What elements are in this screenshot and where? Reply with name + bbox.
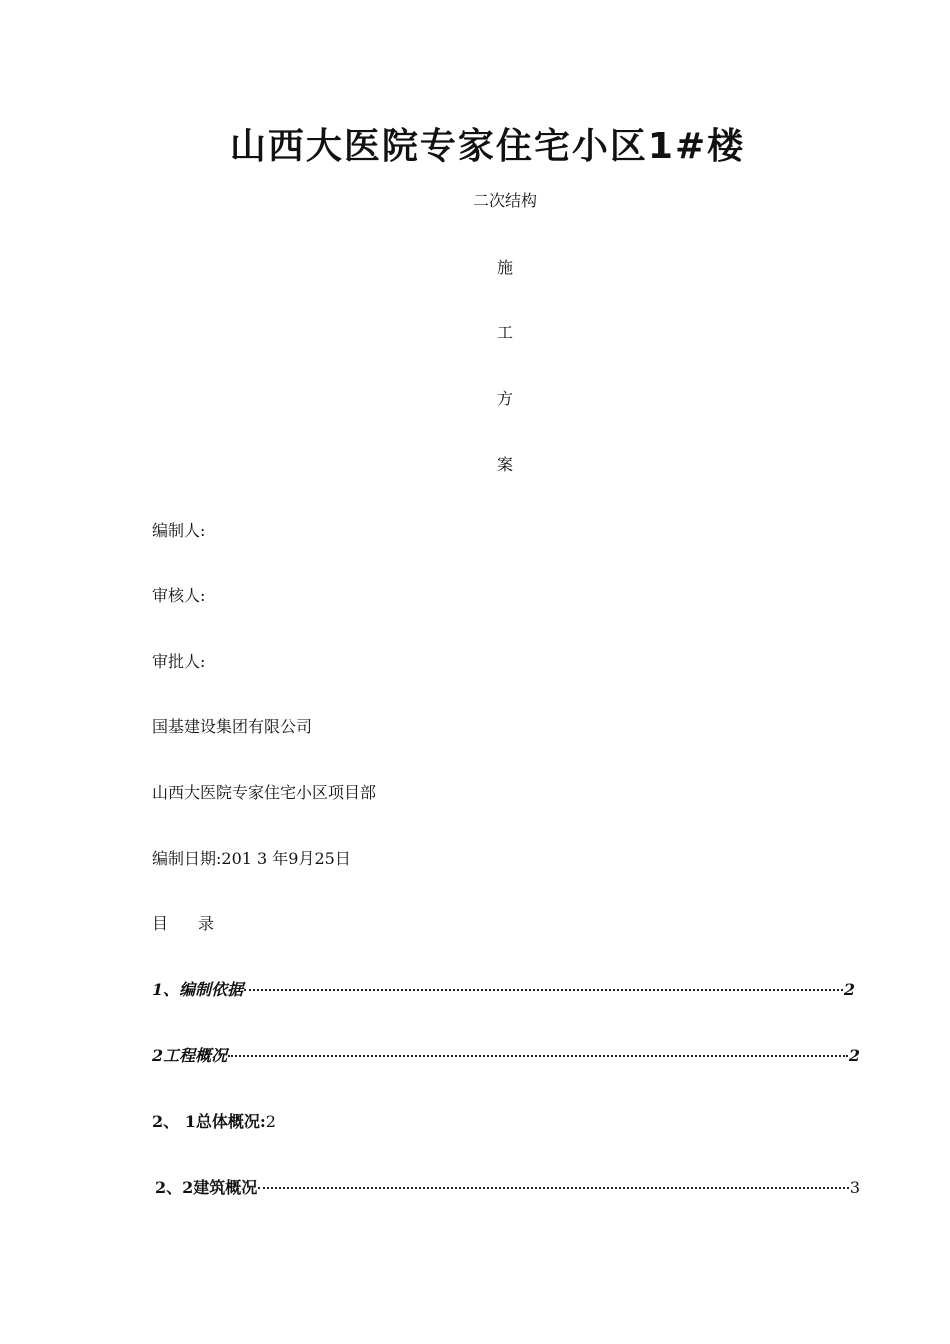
toc-entry-page: 3 xyxy=(849,1178,860,1197)
toc-entry-label: 2工程概况 xyxy=(152,1046,228,1065)
toc-entry-label: 2、2建筑概况 xyxy=(155,1178,258,1197)
toc-heading xyxy=(152,913,214,935)
toc-leader-dots xyxy=(258,1187,849,1189)
compiler-field: 编制人: xyxy=(152,521,206,540)
vertical-char-1: 施 xyxy=(496,258,513,277)
document-title: 山西大医院专家住宅小区1#楼 xyxy=(229,126,746,167)
toc-heading-part-1: 目 xyxy=(152,914,169,933)
toc-entry[interactable] xyxy=(155,1177,860,1199)
toc-leader-dots xyxy=(244,989,843,991)
vertical-char-3: 方 xyxy=(496,389,513,408)
toc-leader-dots xyxy=(228,1055,848,1057)
project-department: 山西大医院专家住宅小区项目部 xyxy=(152,783,377,802)
toc-entry[interactable] xyxy=(152,1045,860,1067)
toc-entry-label: 2、 1总体概况: xyxy=(152,1112,266,1131)
compile-date: 编制日期:201 3 年9月25日 xyxy=(152,849,351,868)
toc-entry[interactable] xyxy=(152,979,855,1001)
reviewer-field: 审核人: xyxy=(152,586,206,605)
vertical-char-2: 工 xyxy=(496,323,513,342)
toc-entry[interactable] xyxy=(152,1111,276,1133)
toc-entry-page: 2 xyxy=(265,1112,276,1131)
toc-entry-page: 2 xyxy=(848,1046,860,1065)
toc-entry-page: 2 xyxy=(843,980,855,999)
toc-entry-label: 1、编制依据 xyxy=(152,980,244,999)
approver-field: 审批人: xyxy=(152,652,206,671)
document-subtitle: 二次结构 xyxy=(472,191,537,210)
toc-heading-part-2: 录 xyxy=(198,914,215,933)
company-name: 国基建设集团有限公司 xyxy=(152,717,313,736)
vertical-char-4: 案 xyxy=(496,455,513,474)
